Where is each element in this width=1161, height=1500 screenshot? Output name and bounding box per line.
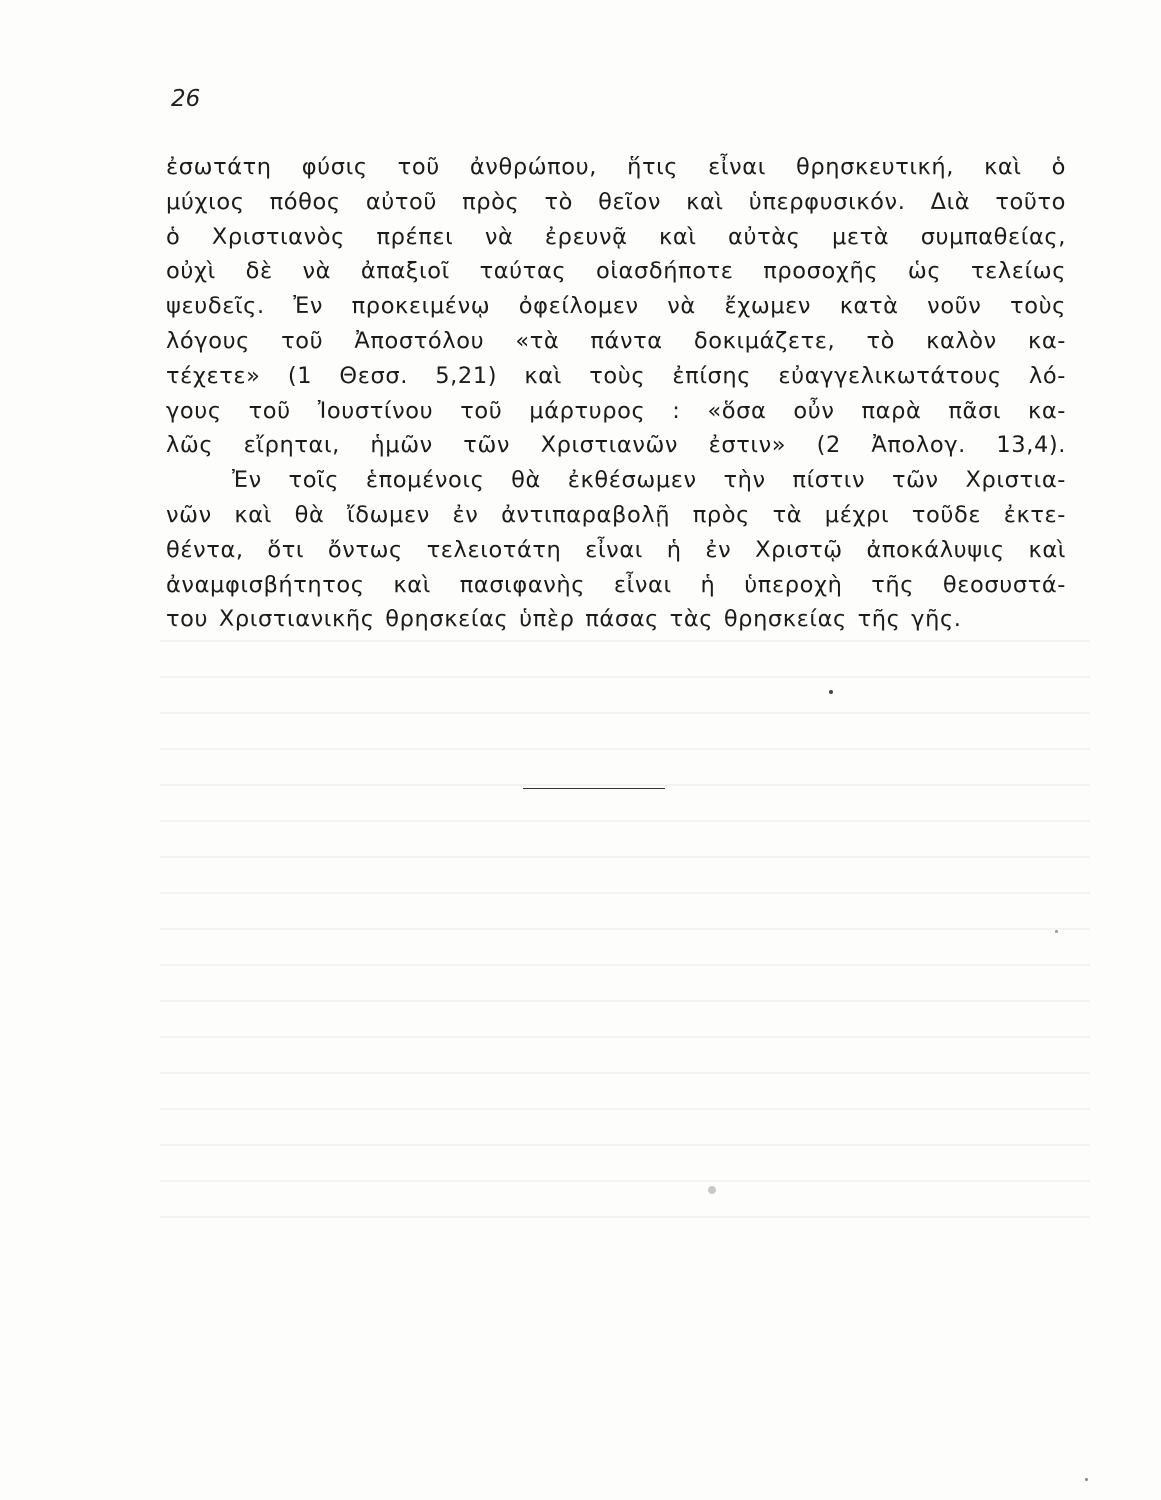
text-line: ὁ Χριστιανὸς πρέπει νὰ ἐρευνᾷ καὶ αὐτὰς μετὰ συμπαθείας, <box>166 223 1066 250</box>
text-line: θέντα, ὅτι ὄντως τελειοτάτη εἶναι ἡ ἐν Χριστῷ ἀποκάλυψις καὶ <box>166 536 1066 563</box>
scan-speck <box>708 1186 716 1194</box>
text-line: τέχετε» (1 Θεσσ. 5,21) καὶ τοὺς ἐπίσης εὐαγγελικωτάτους λό- <box>166 362 1066 389</box>
text-line: Ἐν τοῖς ἑπομένοις θὰ ἐκθέσωμεν τὴν πίστιν τῶν Χριστια- <box>232 467 1066 494</box>
page-number: 26 <box>171 86 201 112</box>
text-line: γους τοῦ Ἰουστίνου τοῦ μάρτυρος : «ὅσα οὖν παρὰ πᾶσι κα- <box>166 397 1066 424</box>
text-line: λῶς εἴρηται, ἡμῶν τῶν Χριστιανῶν ἐστιν» (2 Ἀπολογ. 13,4). <box>166 432 1066 459</box>
text-line: μύχιος πόθος αὐτοῦ πρὸς τὸ θεῖον καὶ ὑπερφυσικόν. Διὰ τοῦτο <box>166 188 1066 215</box>
text-line: λόγους τοῦ Ἀποστόλου «τὰ πάντα δοκιμάζετε, τὸ καλὸν κα- <box>166 327 1066 354</box>
body-text <box>166 150 1066 637</box>
text-line: ἀναμφισβήτητος καὶ πασιφανὴς εἶναι ἡ ὑπεροχὴ τῆς θεοσυστά- <box>166 571 1066 598</box>
scan-speck <box>1055 930 1058 933</box>
text-line: ἐσωτάτη φύσις τοῦ ἀνθρώπου, ἥτις εἶναι θρησκευτική, καὶ ὁ <box>166 154 1066 180</box>
show-through-texture <box>160 640 1090 1260</box>
text-line: νῶν καὶ θὰ ἴδωμεν ἐν ἀντιπαραβολῇ πρὸς τὰ μέχρι τοῦδε ἐκτε- <box>166 501 1066 528</box>
section-divider <box>523 788 665 789</box>
text-line: ψευδεῖς. Ἐν προκειμένῳ ὀφείλομεν νὰ ἔχωμεν κατὰ νοῦν τοὺς <box>166 293 1066 320</box>
text-line: οὐχὶ δὲ νὰ ἀπαξιοῖ ταύτας οἱασδήποτε προσοχῆς ὡς τελείως <box>166 258 1066 285</box>
scan-speck <box>829 690 833 694</box>
scan-speck <box>1085 1478 1088 1481</box>
text-line: του Χριστιανικῆς θρησκείας ὑπὲρ πάσας τὰς θρησκείας τῆς γῆς. <box>166 606 962 633</box>
